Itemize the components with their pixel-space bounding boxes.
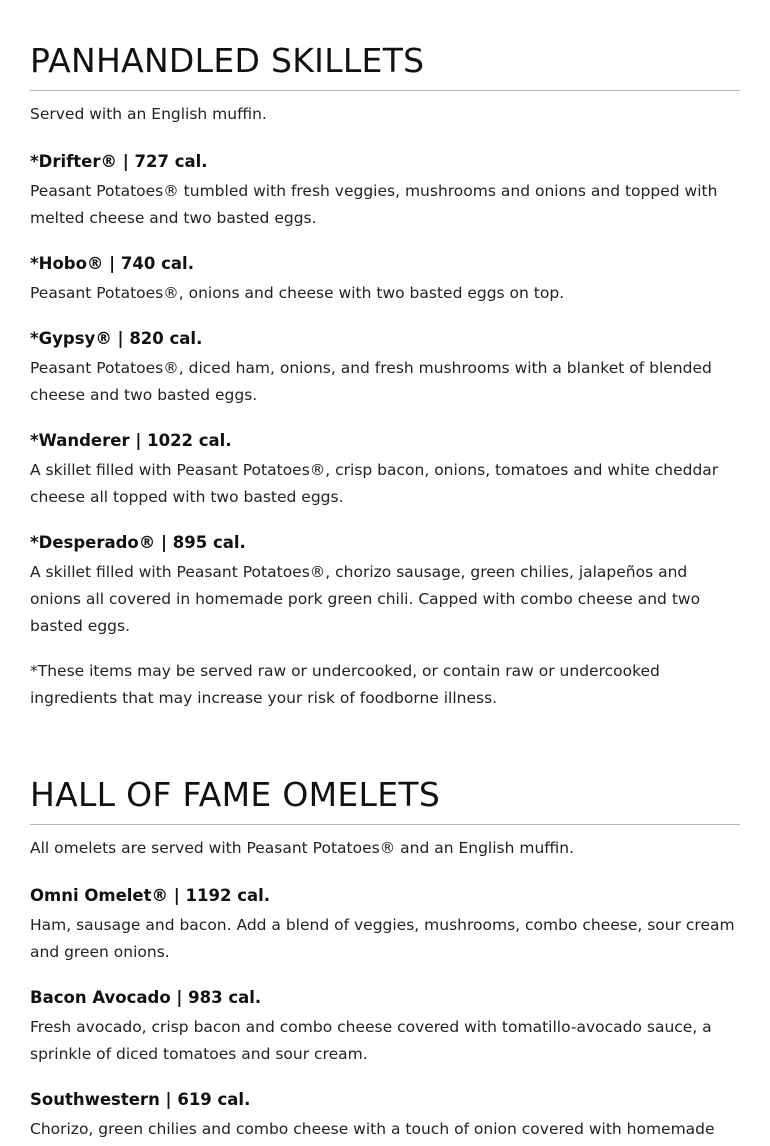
menu-item-southwestern xyxy=(30,1088,740,1143)
menu-item-title: Bacon Avocado | 983 cal. xyxy=(30,988,262,1007)
menu-item-description: Chorizo, green chilies and combo cheese with a touch of onion covered with homemade xyxy=(30,1120,715,1138)
raw-food-disclaimer xyxy=(30,658,740,712)
menu-item-hobo xyxy=(30,252,740,307)
menu-item-wanderer xyxy=(30,429,740,511)
menu-item-title: *Wanderer | 1022 cal. xyxy=(30,431,232,450)
menu-item-title: *Desperado® | 895 cal. xyxy=(30,533,246,552)
menu-item-description: Ham, sausage and bacon. Add a blend of veggies, mushrooms, combo cheese, sour cream and green onions. xyxy=(30,916,735,961)
menu-item-omni-omelet xyxy=(30,884,740,966)
section-intro: Served with an English muffin. xyxy=(30,105,267,123)
menu-item-description: A skillet filled with Peasant Potatoes®, crisp bacon, onions, tomatoes and white cheddar cheese all topped with two basted eggs. xyxy=(30,461,719,506)
menu-item-description: Fresh avocado, crisp bacon and combo cheese covered with tomatillo-avocado sauce, a sprinkle of diced tomatoes and sour cream. xyxy=(30,1018,712,1063)
section-divider xyxy=(30,90,740,91)
section-title-panhandled-skillets: PANHANDLED SKILLETS xyxy=(30,41,425,80)
section-title-hall-of-fame-omelets: HALL OF FAME OMELETS xyxy=(30,775,441,814)
menu-item-title: *Gypsy® | 820 cal. xyxy=(30,329,203,348)
menu-item-desperado xyxy=(30,531,740,640)
menu-item-description: A skillet filled with Peasant Potatoes®, chorizo sausage, green chilies, jalapeños and onions all covered in homemade pork green chili. Capped with combo cheese and two basted eggs. xyxy=(30,563,701,635)
menu-item-title: *Hobo® | 740 cal. xyxy=(30,254,194,273)
section-divider xyxy=(30,824,740,825)
menu-item-title: *Drifter® | 727 cal. xyxy=(30,152,208,171)
menu-item-gypsy xyxy=(30,327,740,409)
menu-item-bacon-avocado xyxy=(30,986,740,1068)
disclaimer-text: *These items may be served raw or undercooked, or contain raw or undercooked ingredients that may increase your risk of foodborne illness. xyxy=(30,662,660,707)
section-intro: All omelets are served with Peasant Potatoes® and an English muffin. xyxy=(30,839,575,857)
menu-item-title: Southwestern | 619 cal. xyxy=(30,1090,251,1109)
menu-item-description: Peasant Potatoes® tumbled with fresh veggies, mushrooms and onions and topped with melted cheese and two basted eggs. xyxy=(30,182,718,227)
menu-item-description: Peasant Potatoes®, diced ham, onions, and fresh mushrooms with a blanket of blended cheese and two basted eggs. xyxy=(30,359,712,404)
menu-item-title: Omni Omelet® | 1192 cal. xyxy=(30,886,271,905)
menu-item-description: Peasant Potatoes®, onions and cheese with two basted eggs on top. xyxy=(30,284,565,302)
menu-item-drifter xyxy=(30,150,740,232)
